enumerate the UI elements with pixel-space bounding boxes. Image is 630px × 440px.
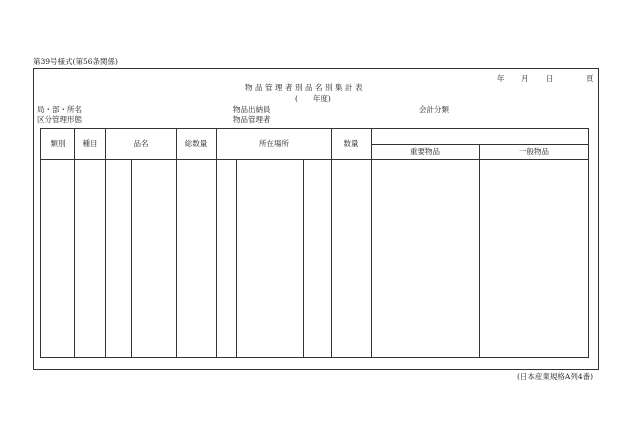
header-quantity: 数量 [343,139,359,148]
summary-table [40,128,589,358]
table-col-line [331,129,332,357]
bureau-label: 局・部・所名 [37,105,82,114]
page-label: 頁 [586,74,594,83]
table-col-line [74,129,75,357]
form-number: 第39号様式(第56条関係) [33,57,118,66]
day-label: 日 [546,74,554,83]
table-col-line [176,129,177,357]
table-header-divider [41,159,588,160]
header-important-items: 重要物品 [410,147,440,156]
table-col-line [105,129,106,357]
table-col-line [479,144,480,357]
fiscal-year: ( 年度) [295,94,331,103]
header-category: 類別 [50,139,66,148]
accounting-label: 会計分類 [419,105,449,114]
header-item-name: 品名 [133,139,149,148]
table-col-line [371,129,372,357]
header-total-quantity: 総数量 [184,139,208,148]
year-label: 年 [497,74,505,83]
month-label: 月 [521,74,529,83]
manager-label: 物品管理者 [233,115,271,124]
table-inner-line [236,159,237,357]
header-general-items: 一般物品 [519,147,549,156]
division-label: 区分管理形態 [37,115,82,124]
header-type: 種目 [82,139,98,148]
issuer-label: 物品出納員 [233,105,271,114]
header-location: 所在場所 [259,139,289,148]
table-inner-line [303,159,304,357]
form-title: 物品管理者別品名別集計表 [245,83,365,92]
table-inner-line [131,159,132,357]
footer-note: (日本産業規格A列4番) [517,372,594,381]
table-col-line [216,129,217,357]
